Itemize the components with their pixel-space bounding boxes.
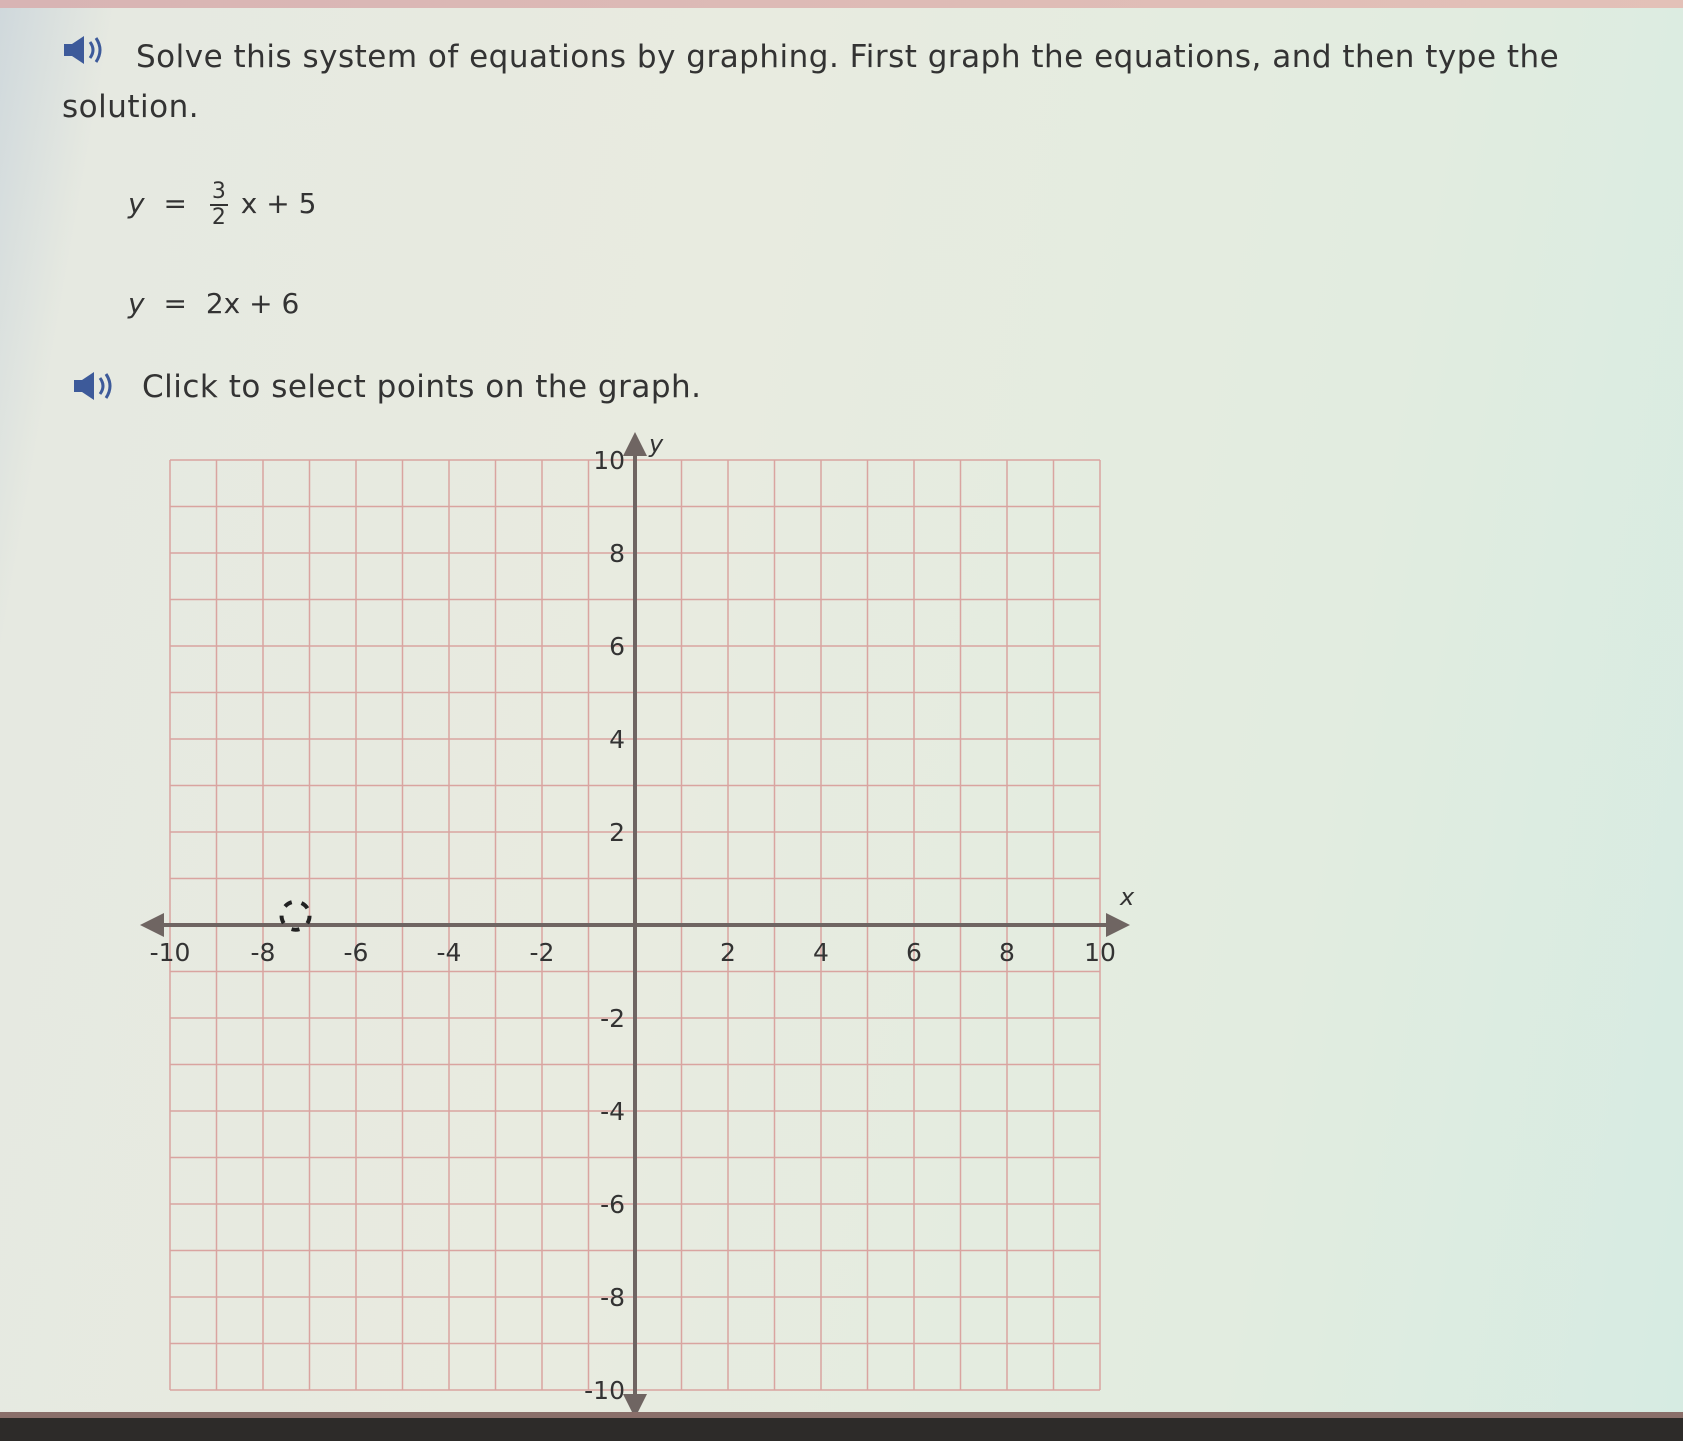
x-axis-arrow-right [1106,913,1130,937]
y-tick-label: 10 [593,446,625,475]
instruction-line-1: Solve this system of equations by graphing. First graph the equations, and then type the [136,39,1560,75]
equation-1-rest: x + 5 [240,187,317,220]
top-strip [0,0,1683,8]
instruction-line-2: solution. [62,89,200,125]
y-tick-label: 4 [609,725,625,754]
equation-1-fraction [210,180,228,230]
equation-2 [128,287,299,320]
y-axis-label: y [649,430,664,458]
graph-instruction: Click to select points on the graph. [142,369,702,405]
x-tick-label: -8 [250,938,276,967]
x-tick-label: -2 [529,938,555,967]
equation-1-numerator: 3 [211,179,226,204]
x-axis-arrow-left [140,913,164,937]
x-tick-label: 4 [813,938,829,967]
equation-2-lhs: y [128,287,145,320]
x-tick-label: -10 [149,938,191,967]
y-tick-label: -6 [600,1190,625,1219]
equation-1 [128,180,316,230]
coordinate-graph[interactable] [140,430,1135,1410]
equation-1-lhs: y [128,187,145,220]
y-tick-label: -10 [584,1376,625,1405]
equation-2-equals: = [163,287,187,320]
x-tick-label: 8 [999,938,1015,967]
y-tick-label: -8 [600,1283,625,1312]
x-tick-label: -4 [436,938,462,967]
equation-1-denominator: 2 [211,205,226,230]
y-tick-label: -2 [600,1004,625,1033]
speaker-icon[interactable] [60,32,108,68]
equation-1-equals: = [163,187,187,220]
y-tick-label: 8 [609,539,625,568]
x-tick-label: 6 [906,938,922,967]
x-tick-label: 2 [720,938,736,967]
graph-area[interactable] [140,430,1135,1410]
y-tick-label: -4 [600,1097,625,1126]
equation-2-rhs: 2x + 6 [205,287,300,320]
speaker-icon[interactable] [70,368,118,404]
y-tick-label: 2 [609,818,625,847]
x-axis-label: x [1120,883,1135,911]
bottom-bar [0,1418,1683,1441]
y-axis-arrow-up [623,432,647,456]
x-tick-label: 10 [1084,938,1116,967]
x-tick-label: -6 [343,938,369,967]
y-tick-label: 6 [609,632,625,661]
